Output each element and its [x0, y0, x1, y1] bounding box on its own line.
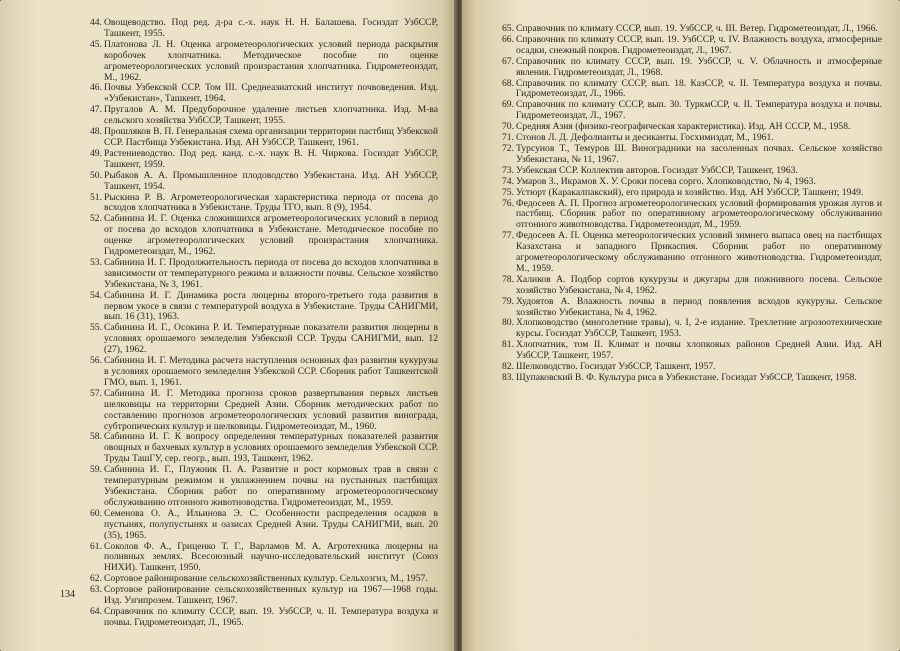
page-number: 134 [60, 589, 75, 600]
reference-text: Сабинина И. Г., Осокина Р. И. Температурные показатели развития люцерны в условиях орошаемого земледелия Узбекской ССР. Труды САНИГМИ, вып. 12 (27), 1962. [104, 322, 438, 356]
reference-entry [496, 373, 882, 384]
reference-text: Рыбаков А. А. Промышленное плодоводство Узбекистана. Изд. АН УзбССР, Ташкент, 1954. [104, 169, 438, 192]
reference-entry [496, 297, 882, 319]
reference-entry [84, 323, 438, 356]
reference-entry [496, 340, 882, 362]
reference-entry [84, 585, 438, 607]
reference-number: 49. [90, 147, 102, 159]
reference-text: Сабинина И. Г. Оценка сложившихся агрометеорологических условий в период от посева до всходов хлопчатника в Узбекистане. Методическое пособие по оценке агрометеорологических условий произрастания хлопчатника. Гидрометеоиздат, М., 1962. [104, 213, 438, 258]
reference-number: 60. [90, 507, 102, 519]
reference-entry [84, 193, 438, 215]
reference-entry [84, 432, 438, 465]
reference-text: Умаров З., Икрамов Х. У. Сроки посева сорго. Хлопководство, № 4, 1963. [516, 175, 816, 187]
reference-number: 48. [90, 126, 102, 138]
reference-number: 71. [502, 132, 514, 144]
reference-text: Сабинина И. Г. Методика прогноза сроков развертывания первых листьев шелковицы на территории Средней Азии. Сборник методических работ по составлению прогнозов агрометеорологических условий развития винограда, субтропических культур и шелковицы. Гидрометеоиздат, М., 1960. [104, 387, 438, 432]
reference-number: 61. [90, 540, 102, 552]
reference-entry [84, 83, 438, 105]
reference-text: Шелководство. Госиздат УзбССР, Ташкент, 1957. [516, 361, 716, 373]
reference-text: Соколов Ф. А., Гриценко Т. Г., Варламов М. А. Агротехника люцерны на поливных землях. Всесоюзный научно-исследовательский институт (Союз НИХИ). Ташкент, 1950. [104, 540, 438, 574]
reference-entry [496, 144, 882, 166]
reference-number: 62. [90, 573, 102, 585]
reference-number: 73. [502, 164, 514, 176]
reference-text: Платонова Л. Н. Оценка агрометеорологических условий периода раскрытия коробочек хлопчатника. Методическое пособие по оценке агрометеорологических условий произрастания хлопчатника. Гидрометеоиздат, М., 1962. [104, 38, 438, 83]
reference-entry [496, 231, 882, 275]
reference-entry [496, 57, 882, 79]
reference-text: Сабинина И. Г. Методика расчета наступления основных фаз развития кукурузы в условиях орошаемого земледелия Узбекской ССР. Сборник работ Ташкентской ГМО, вып. 1, 1961. [104, 355, 438, 388]
reference-text: Хлопчатник, том II. Климат и почвы хлопковых районов Средней Азии. Изд. АН УзбССР, Ташкент, 1957. [516, 339, 882, 362]
reference-number: 83. [502, 372, 514, 383]
reference-text: Сабинина И. Г. К вопросу определения температурных показателей развития овощных и бахчевых культур в условиях орошаемого земледелия Узбекской ССР. Труды ТашГУ, сер. геогр., вып. 193, Ташкент, 1962. [104, 431, 438, 465]
reference-entry [84, 214, 438, 258]
reference-number: 59. [90, 464, 102, 476]
reference-text: Сабинина И. Г., Плужник П. А. Развитие и рост кормовых трав в связи с температурным режимом и увлажнением почвы на пустынных пастбищах Узбекистана. Сборник работ по оперативному агрометеорологическому обслуживанию отгонного животноводства. Гидрометеоиздат, М., 1959. [104, 464, 438, 508]
reference-text: Турсунов Т., Темуров Ш. Виноградники на засоленных почвах. Сельское хозяйство Узбекистана, № 11, 1967. [516, 142, 882, 165]
reference-entry [84, 356, 438, 389]
reference-entry [84, 389, 438, 433]
reference-number: 64. [90, 605, 102, 617]
reference-entry [496, 79, 882, 101]
reference-text: Семенова О. А., Ильинова Э. С. Особенности распределения осадков в пустынях, полупустынях и оазисах Средней Азии. Труды САНИГМИ, вып. 20 (35), 1965. [104, 507, 438, 541]
reference-number: 69. [502, 99, 514, 111]
reference-entry [84, 149, 438, 171]
reference-text: Пругалов А. М. Предуборочное удаление листьев хлопчатника. Изд. М-ва сельского хозяйства УзбССР, Ташкент, 1955. [104, 104, 438, 127]
reference-number: 66. [502, 33, 514, 45]
reference-number: 76. [502, 197, 514, 209]
reference-entry [84, 40, 438, 84]
reference-entry [84, 105, 438, 127]
reference-text: Растениеводство. Под ред. канд. с.-х. наук В. Н. Чиркова. Госиздат УзбССР, Ташкент, 1959. [104, 147, 438, 170]
reference-number: 81. [502, 339, 514, 351]
reference-entry [496, 100, 882, 122]
reference-text: Справочник по климату СССР, вып. 19. УзбССР, ч. IV. Влажность воздуха, атмосферные осадки, снежный покров. Гидрометеоиздат, Л., 1967. [516, 33, 882, 56]
reference-number: 78. [502, 273, 514, 285]
reference-number: 56. [90, 355, 102, 367]
reference-number: 82. [502, 361, 514, 373]
reference-text: Узбекская ССР. Коллектив авторов. Госиздат УзбССР, Ташкент, 1963. [516, 164, 798, 176]
reference-text: Сабинина И. Г. Динамика роста люцерны второго-третьего года развития в первом укосе в связи с температурой воздуха в Узбекистане. Труды САНИГМИ, вып. 16 (31), 1963. [104, 289, 438, 323]
reference-entry [84, 18, 438, 40]
reference-number: 74. [502, 175, 514, 187]
reference-text: Сортовое районирование сельскохозяйственных культур на 1967—1968 годы. Изд. Узгипрозем. Ташкент, 1967. [104, 584, 438, 607]
reference-number: 55. [90, 322, 102, 334]
reference-number: 54. [90, 289, 102, 301]
reference-number: 45. [90, 38, 102, 50]
reference-text: Рыскина Р. В. Агрометеорологическая характеристика периода от посева до всходов хлопчатника в Узбекистане. Труды ТГО, вып. 8 (9), 1954. [104, 191, 438, 214]
reference-text: Прошляков В. П. Генеральная схема организации территории пастбищ Узбекской ССР. Пастбища Узбекистана. Изд. АН УзбССР, Ташкент, 1961. [104, 126, 438, 148]
reference-text: Справочник по климату СССР, вып. 19. УзбССР, ч. II. Температура воздуха и почвы. Гидрометеоиздат, Л., 1965. [104, 605, 438, 628]
reference-entry [84, 291, 438, 324]
reference-entry [84, 127, 438, 149]
reference-text: Справочник по климату СССР, вып. 19. УзбССР, ч. III. Ветер. Гидрометеоиздат, Л., 1966. [516, 23, 878, 34]
reference-number: 75. [502, 186, 514, 198]
reference-entry [496, 177, 882, 188]
reference-number: 58. [90, 431, 102, 443]
right-page [462, 0, 900, 651]
reference-entry [84, 258, 438, 291]
reference-number: 47. [90, 104, 102, 116]
reference-number: 57. [90, 387, 102, 399]
reference-number: 46. [90, 82, 102, 94]
reference-text: Щупаковский В. Ф. Культура риса в Узбекистане. Госиздат УзбССР, Ташкент, 1958. [516, 372, 857, 383]
reference-entry [84, 465, 438, 509]
reference-text: Справочник по климату СССР, вып. 18. КазССР, ч. II. Температура воздуха и почвы. Гидрометеоиздат, Л., 1966. [516, 77, 882, 100]
reference-number: 72. [502, 142, 514, 154]
reference-entry [496, 275, 882, 297]
reference-number: 53. [90, 256, 102, 268]
reference-entry [496, 35, 882, 57]
reference-entry [84, 607, 438, 629]
reference-text: Халиков А. Подбор сортов кукурузы и джугары для пожнивного посева. Сельское хозяйство Узбекистана, № 4, 1962. [516, 273, 882, 296]
reference-text: Худоятов А. Влажность почвы в период появления всходов кукурузы. Сельское хозяйство Узбекистана, № 4, 1962. [516, 295, 882, 318]
reference-number: 65. [502, 23, 514, 34]
reference-text: Справочник по климату СССР, вып. 19. УзбССР, ч. V. Облачность и атмосферные явления. Гидрометеоиздат, Л., 1968. [516, 55, 882, 78]
reference-text: Федосеев А. П. Прогноз агрометеорологических условий формирования урожая лугов и пастбищ. Сборник работ по оперативному агрометеорологическому обслуживанию отгонного животноводства. Гидрометеоиздат, М., 1959. [516, 197, 882, 231]
reference-text: Сабинина И. Г. Продолжительность периода от посева до всходов хлопчатника в зависимости от температурного режима и влажности почвы. Сельское хозяйство Узбекистана, № 3, 1961. [104, 256, 438, 290]
reference-text: Сортовое районирование сельскохозяйственных культур. Сельхозгиз, М., 1957. [104, 573, 428, 585]
reference-text: Федосеев А. П. Оценка метеорологических условий зимнего выпаса овец на пастбищах Казахстана и западного Прикаспия. Сборник работ по оперативному агрометеорологическому обслуживанию отгонного животноводства. Гидрометеоиздат, М., 1959. [516, 230, 882, 274]
reference-entry [84, 509, 438, 542]
reference-number: 77. [502, 230, 514, 242]
reference-number: 52. [90, 213, 102, 225]
reference-number: 50. [90, 169, 102, 181]
reference-number: 51. [90, 191, 102, 203]
right-references [496, 24, 882, 384]
reference-number: 67. [502, 55, 514, 67]
left-references [84, 18, 438, 629]
reference-entry [84, 542, 438, 575]
reference-entry [496, 318, 882, 340]
reference-entry [84, 171, 438, 193]
reference-text: Стонов Л. Д. Дефолианты и десиканты. Госхимиздат, М., 1961. [516, 132, 774, 144]
reference-text: Устюрт (Каракалпакский), его природа и хозяйство. Изд. АН УзбССР, Ташкент, 1949. [516, 186, 864, 198]
reference-text: Овощеводство. Под ред. д-ра с.-х. наук Н. Н. Балашева. Госиздат УзбССР, Ташкент, 1955. [104, 17, 438, 39]
reference-entry [496, 199, 882, 232]
reference-text: Справочник по климату СССР, вып. 30. ТуркмССР, ч. II. Температура воздуха и почвы. Гидрометеоиздат, Л., 1967. [516, 99, 882, 122]
reference-text: Хлопководство (многолетние травы), ч. I, 2-е издание. Трехлетние агрозоотехнические курсы. Госиздат УзбССР, Ташкент, 1953. [516, 317, 882, 340]
reference-number: 79. [502, 295, 514, 307]
reference-entry [496, 188, 882, 199]
reference-number: 80. [502, 317, 514, 329]
reference-number: 44. [90, 17, 102, 28]
reference-text: Почвы Узбекской ССР. Том III. Среднеазиатский институт почвоведения. Изд. «Узбекистан», Ташкент, 1964. [104, 82, 438, 105]
reference-number: 68. [502, 77, 514, 89]
reference-number: 63. [90, 584, 102, 596]
reference-text: Средняя Азия (физико-географическая характеристика). Изд. АН СССР, М., 1958. [516, 121, 851, 133]
reference-number: 70. [502, 121, 514, 133]
